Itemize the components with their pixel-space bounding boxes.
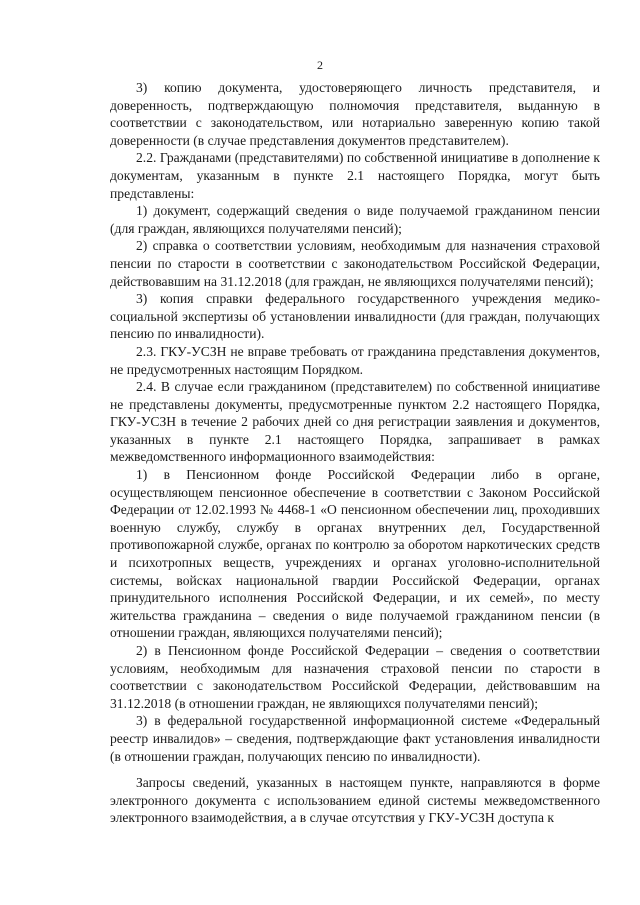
paragraph-2-2: 2.2. Гражданами (представителями) по собственной инициативе в дополнение к документам, указанным в пункте 2.1 настоящего Порядка, могут быть представлены: [110,150,600,201]
paragraph-2-2-item-3: 3) копия справки федерального государственного учреждения медико-социальной экспертизы об установлении инвалидности (для граждан, получающих пенсию по инвалидности). [110,291,600,342]
paragraph-2-3: 2.3. ГКУ-УСЗН не вправе требовать от гражданина представления документов, не предусмотренных настоящим Порядком. [110,343,600,377]
document-body [110,79,600,827]
paragraph-2-4-item-3: 3) в федеральной государственной информационной системе «Федеральный реестр инвалидов» – сведения, подтверждающие факт установления инвалидности (в отношении граждан, получающих пенсию по инвалидности). [110,713,600,764]
paragraph-2-4: 2.4. В случае если гражданином (представителем) по собственной инициативе не представлены документы, предусмотренные пунктом 2.2 настоящего Порядка, ГКУ-УСЗН в течение 2 рабочих дней со дня регистрации заявления и документов, указанных в пункте 2.1 настоящего Порядка, запрашивает в рамках межведомственного информационного взаимодействия: [110,379,600,465]
paragraph-representative-documents: 3) копию документа, удостоверяющего личность представителя, и доверенность, подтверждающую полномочия представителя, выданную в соответствии с законодательством, или нотариально заверенную копию такой доверенности (в случае представления документов представителем). [110,80,600,148]
paragraph-2-2-item-2: 2) справка о соответствии условиям, необходимым для назначения страховой пенсии по старости в соответствии с законодательством Российской Федерации, действовавшим на 31.12.2018 (для граждан, не являющихся получателями пенсий); [110,238,600,289]
paragraph-requests: Запросы сведений, указанных в настоящем пункте, направляются в форме электронного документа с использованием единой системы межведомственного электронного взаимодействия, а в случае отсутствия у ГКУ-УСЗН доступа к [110,775,600,826]
paragraph-2-4-item-1: 1) в Пенсионном фонде Российской Федерации либо в органе, осуществляющем пенсионное обеспечение в соответствии с Законом Российской Федерации от 12.02.1993 № 4468-1 «О пенсионном обеспечении лиц, проходивших военную службу, службу в органах внутренних дел, Государственной противопожарной службе, органах по контролю за оборотом наркотических средств и психотропных веществ, учреждениях и органах уголовно-исполнительной системы, войсках национальной гвардии Российской Федерации, органах принудительного исполнения Российской Федерации, и их семей», по месту жительства гражданина – сведения о виде получаемой гражданином пенсии (в отношении граждан, являющихся получателями пенсий); [110,467,600,641]
page-number: 2 [317,58,323,72]
paragraph-2-2-item-1: 1) документ, содержащий сведения о виде получаемой гражданином пенсии (для граждан, являющихся получателями пенсий); [110,203,600,236]
paragraph-2-4-item-2: 2) в Пенсионном фонде Российской Федерации – сведения о соответствии условиям, необходимым для назначения страховой пенсии по старости в соответствии с законодательством Российской Федерации, действовавшим на 31.12.2018 (в отношении граждан, не являющихся получателями пенсий); [110,643,600,711]
